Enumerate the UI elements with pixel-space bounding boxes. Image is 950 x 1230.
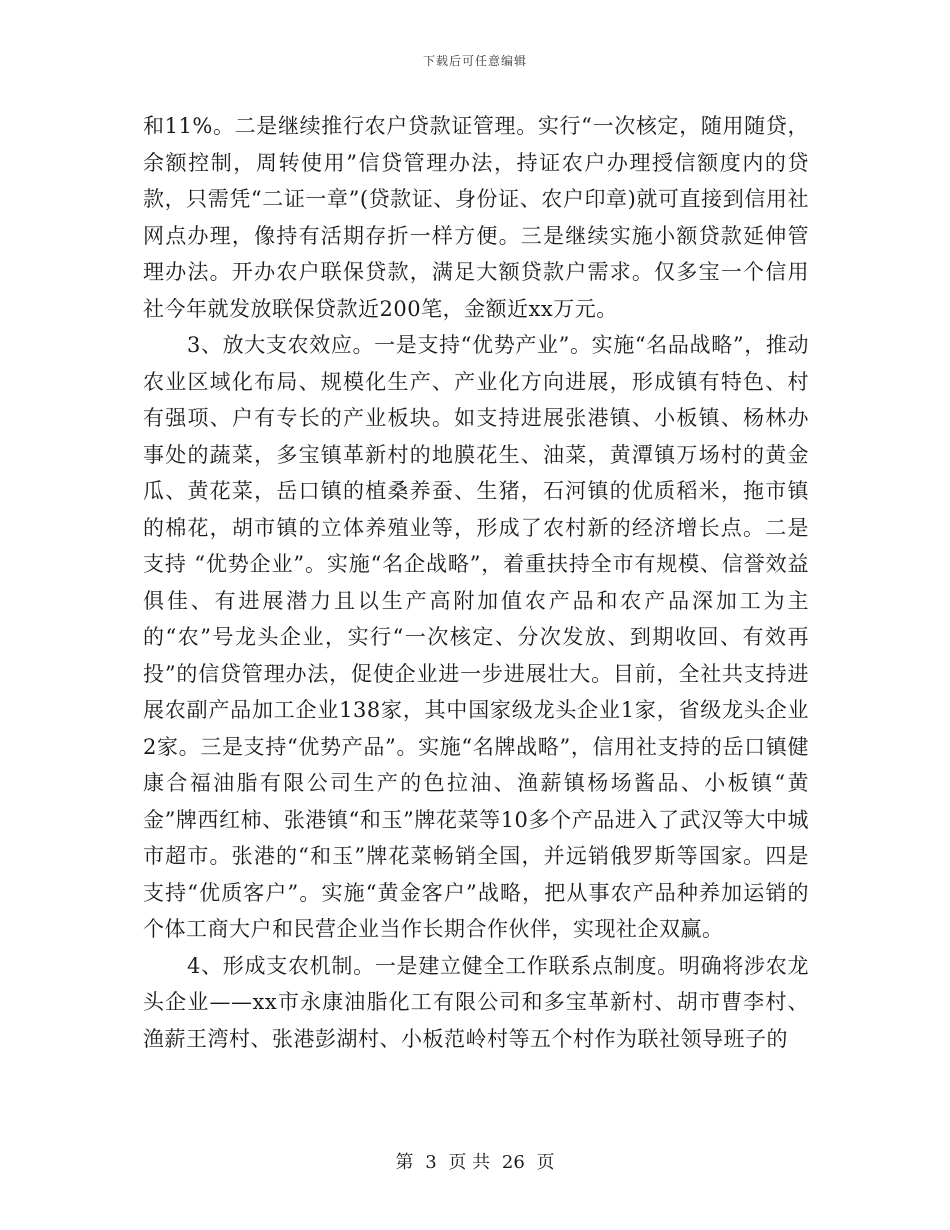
page-footer [0, 1148, 950, 1174]
page-header: 下载后可任意编辑 [422, 54, 527, 68]
document-body [143, 108, 809, 1057]
footer-prefix: 第 [395, 1152, 414, 1173]
footer-suffix: 页 [536, 1152, 555, 1173]
footer-total-pages: 26 [501, 1152, 525, 1173]
paragraph-section-3: 3、放大支农效应。一是支持“优势产业”。实施“名品战略”，推动农业区域化布局、规模化生产、产业化方向进展，形成镇有特色、村有强项、户有专长的产业板块。如支持进展张港镇、小板镇、杨林办事处的蔬菜，多宝镇革新村的地膜花生、油菜，黄潭镇万场村的黄金瓜、黄花菜，岳口镇的植桑养蚕、生猪，石河镇的优质稻米，拖市镇的棉花，胡市镇的立体养殖业等，形成了农村新的经济增长点。二是支持 “优势企业”。实施“名企战略”，着重扶持全市有规模、信誉效益俱佳、有进展潜力且以生产高附加值农产品和农产品深加工为主的“农”号龙头企业，实行“一次核定、分次发放、到期收回、有效再投”的信贷管理办法，促使企业进一步进展壮大。目前，全社共支持进展农副产品加工企业138家，其中国家级龙头企业1家，省级龙头企业2家。三是支持“优势产品”。实施“名牌战略”，信用社支持的岳口镇健康合福油脂有限公司生产的色拉油、渔薪镇杨场酱品、小板镇“黄金”牌西红柿、张港镇“和玉”牌花菜等10多个产品进入了武汉等大中城市超市。张港的“和玉”牌花菜畅销全国，并远销俄罗斯等国家。四是支持“优质客户”。实施“黄金客户”战略，把从事农产品种养加运销的个体工商大户和民营企业当作长期合作伙伴，实现社企双赢。 [143, 333, 809, 941]
paragraph-section-4: 4、形成支农机制。一是建立健全工作联系点制度。明确将涉农龙头企业——xx市永康油脂化工有限公司和多宝革新村、胡市曹李村、渔薪王湾村、张港彭湖村、小板范岭村等五个村作为联社领导班子的 [143, 953, 809, 1051]
footer-middle: 页 共 [448, 1152, 491, 1173]
footer-page-number: 3 [425, 1152, 437, 1173]
paragraph-continued: 和11%。二是继续推行农户贷款证管理。实行“一次核定，随用随贷，余额控制，周转使用”信贷管理办法，持证农户办理授信额度内的贷款，只需凭“二证一章”(贷款证、身份证、农户印章)就可直接到信用社网点办理，像持有活期存折一样方便。三是继续实施小额贷款延伸管理办法。开办农户联保贷款，满足大额贷款户需求。仅多宝一个信用社今年就发放联保贷款近200笔，金额近xx万元。 [143, 114, 809, 321]
